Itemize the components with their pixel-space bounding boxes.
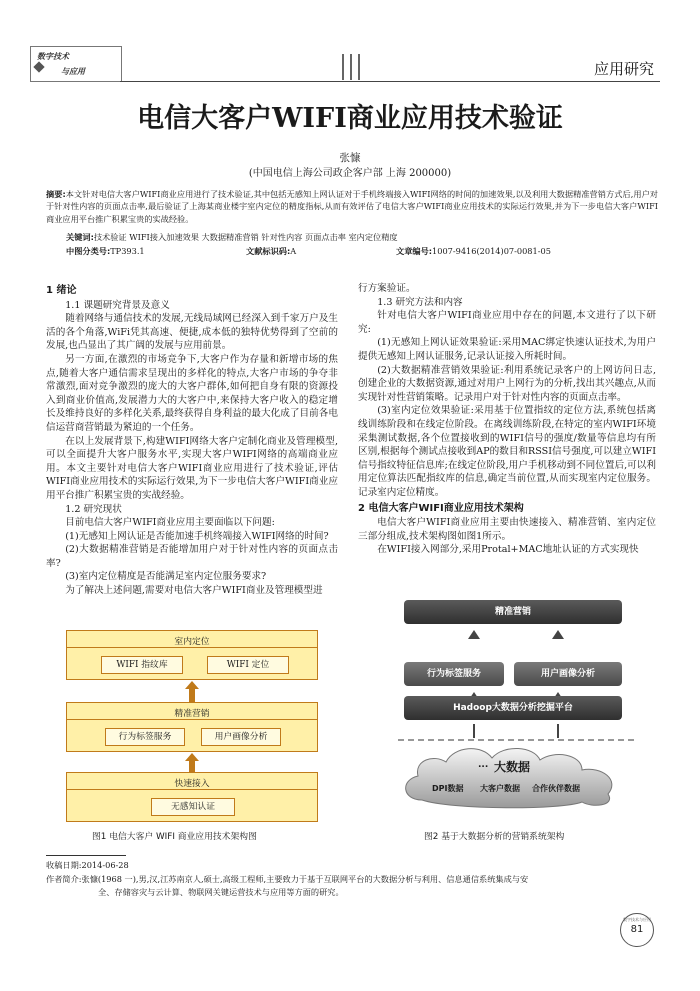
- paragraph: 目前电信大客户WIFI商业应用主要面临以下问题:: [65, 517, 275, 529]
- paragraph: (1)无感知上网认证效果验证:采用MAC绑定快速认证技术,为用户提供无感知上网认证服务,记录认证接入所耗时间。: [358, 337, 656, 362]
- fig2-source-customer: 大客户数据: [480, 784, 520, 793]
- keywords-text: 技术验证 WIFI接入加速效果 大数据精准营销 针对性内容 页面点击率 室内定位精度: [93, 232, 398, 242]
- fig1-box-title: 室内定位: [174, 637, 210, 647]
- fig1-box-divider: [67, 647, 317, 648]
- fig1-box-title: 快速接入: [174, 779, 210, 789]
- journal-logo: [30, 46, 122, 82]
- figure1-caption: 图1 电信大客户 WIFI 商业应用技术架构图: [92, 832, 257, 842]
- paragraph: (3)室内定位效果验证:采用基于位置指纹的定位方法,系统包括离线训练阶段和在线定位阶段。在离线训练阶段,在特定的室内WIFI环境采集测试数据,各个位置接收到的WIFI信号的强度/数量等信息均有所区别,根据每个测试点接收到AP的数目和RSSI信号强度,可以建立WIFI信号指纹特征信息库;在线定位阶段,用户手机移动到不同位置后,可以利用定位算法匹配指纹库的信息,确定当前位置,从而实现室内定位服务。记录室内定位精度。: [358, 405, 656, 498]
- keywords: [66, 231, 656, 243]
- fig2-source-dpi: DPI数据: [432, 784, 464, 793]
- keywords-label: 关键词:: [66, 232, 94, 242]
- journal-logo-line1: 数字技术: [37, 51, 69, 61]
- heading-1: 1 绪论: [46, 285, 77, 296]
- paper-title: 电信大客户WIFI商业应用技术验证: [137, 103, 563, 134]
- fig2-bar-precision-marketing: 精准营销: [404, 600, 622, 624]
- journal-logo-line2: 与应用: [61, 66, 85, 76]
- author: 张慷: [339, 152, 361, 164]
- fig2-up-arrow: [552, 630, 564, 639]
- paragraph: 在WIFI接入网部分,采用Protal+MAC地址认证的方式实现快: [377, 544, 639, 556]
- header-bar: [358, 54, 360, 80]
- fig2-source-partner: 合作伙伴数据: [532, 784, 580, 793]
- clc-value: TP393.1: [110, 246, 145, 256]
- article-meta: [66, 245, 656, 257]
- fig1-box-divider: [67, 789, 317, 790]
- fig1-box-indoor-positioning: [66, 630, 318, 680]
- diamond-icon: [33, 61, 44, 72]
- doc-code-value: A: [290, 246, 297, 256]
- abstract-label: 摘要:: [46, 189, 66, 199]
- paragraph: (1)无感知上网认证是否能加速手机终端接入WIFI网络的时间?: [65, 530, 329, 542]
- paragraph: (2)大数据精准营销效果验证:利用系统记录客户的上网访问日志,创建企业的大数据资源,通过对用户上网行为的分析,找出其兴趣点,从而实现针对性营销策略。记录用户对于针对性内容的页面点击率。: [358, 364, 656, 403]
- fig1-box-precision-marketing: [66, 702, 318, 752]
- paragraph: (3)室内定位精度是否能满足室内定位服务要求?: [65, 571, 267, 583]
- article-id-value: 1007-9416(2014)07-0081-05: [432, 246, 551, 256]
- fig1-cell-seamless-auth: 无感知认证: [151, 798, 235, 816]
- doc-code-label: 文献标识码:: [246, 246, 291, 256]
- paragraph: 在以上发展背景下,构建WIFI网络大客户定制化商业及管理模型,可以全面提升大客户服务水平,实现大客户WIFI网络的高端商业应用。本文主要针对电信大客户WIFI商业应用进行了技术验证,评估WIFI商业应用技术的实际运行效果,为下一步电信大客户WIFI商业应用平台推广积累宝贵的实战经验。: [46, 435, 338, 501]
- paragraph: 为了解决上述问题,需要对电信大客户WIFI商业及管理模型进: [65, 585, 323, 597]
- fig2-cloud-dots: ...: [478, 760, 489, 770]
- body-right-column: [358, 282, 656, 557]
- fig1-cell-user-profile: 用户画像分析: [201, 728, 281, 746]
- section-label: 应用研究: [593, 60, 654, 78]
- fig2-bar-hadoop-platform: Hadoop大数据分析挖掘平台: [404, 696, 622, 720]
- heading-1-3: 1.3 研究方法和内容: [377, 296, 463, 308]
- page-number: 81: [630, 924, 644, 935]
- affiliation: (中国电信上海公司政企客户部 上海 200000): [248, 168, 452, 179]
- heading-1-2: 1.2 研究现状: [65, 503, 122, 515]
- fig1-cell-wifi-positioning: WIFI 定位: [207, 656, 289, 674]
- article-id-label: 文章编号:: [396, 246, 433, 256]
- seal-text: 数字技术与应用: [623, 917, 651, 922]
- paragraph: 电信大客户WIFI商业应用主要由快速接入、精准营销、室内定位三部分组成,技术架构图如图1所示。: [358, 517, 656, 542]
- fig1-box-fast-access: [66, 772, 318, 822]
- fig1-box-divider: [67, 719, 317, 720]
- header-bar: [342, 54, 344, 80]
- received-date: 收稿日期:2014-06-28: [46, 860, 129, 870]
- paragraph: (2)大数据精准营销是否能增加用户对于针对性内容的页面点击率?: [46, 544, 338, 569]
- header-bar: [350, 54, 352, 80]
- footnote-rule: [46, 855, 126, 856]
- abstract: [46, 188, 658, 225]
- figure2-caption: 图2 基于大数据分析的营销系统架构: [424, 832, 565, 842]
- author-bio: [46, 873, 658, 899]
- paragraph: 行方案验证。: [358, 283, 416, 294]
- heading-1-1: 1.1 课题研究背景及意义: [65, 299, 170, 311]
- author-bio-line1: 作者简介:张慷(1968 一),男,汉,江苏南京人,硕士,高级工程师,主要致力于基于互联网平台的大数据分析与利用、信息通信系统集成与安: [46, 874, 529, 884]
- fig1-cell-behavior-tag: 行为标签服务: [105, 728, 185, 746]
- abstract-text: 本文针对电信大客户WIFI商业应用进行了技术验证,其中包括无感知上网认证对于手机终端接入WIFI网络的时间的加速效果,以及利用大数据精准营销方式后,用户对于针对性内容的页面点击率,最后验证了上海某商业楼宇室内定位的精度指标,从而有效评估了电信大客户WIFI商业应用技术的实际运行效果,并为下一步电信大客户WIFI商业应用平台推广积累宝贵的实战经验。: [46, 189, 658, 224]
- author-bio-line2: 全、存储容灾与云计算、物联网关键运营技术与应用等方面的研究。: [98, 887, 344, 897]
- paragraph: 随着网络与通信技术的发展,无线局域网已经深入到千家万户及生活的各个角落,WiFi凭其高速、便捷,成本低的独特优势得到了空前的发展,也凸显出了其广阔的发展与应用前景。: [46, 313, 338, 352]
- heading-2: 2 电信大客户WIFI商业应用技术架构: [358, 502, 524, 514]
- fig1-box-title: 精准营销: [174, 709, 210, 719]
- clc-label: 中图分类号:: [66, 246, 111, 256]
- fig1-cell-wifi-fingerprint: WIFI 指纹库: [101, 656, 183, 674]
- header-rule: [120, 81, 660, 82]
- paragraph: 针对电信大客户WIFI商业应用中存在的问题,本文进行了以下研究:: [358, 310, 656, 335]
- fig2-up-arrow: [468, 630, 480, 639]
- body-left-column: [46, 282, 338, 598]
- fig2-bar-user-profile: 用户画像分析: [514, 662, 622, 686]
- fig2-bar-behavior-tag: 行为标签服务: [404, 662, 504, 686]
- fig1-up-arrow: [189, 688, 195, 702]
- paragraph: 另一方面,在激烈的市场竞争下,大客户作为存量和新增市场的焦点,随着大客户通信需求呈现出的多样化的特点,大客户市场的争夺非常激烈,面对竞争激烈的庞大的大客户群体,如何把自身有限的资源投入到商业价值高,发展潜力大的大客户中,来保持大客户收入的稳定增长及维持良好的多样化关系,最终获得自身利益的最大化成了目前各电信运营商营销最为紧迫的一个任务。: [46, 353, 338, 433]
- fig2-cloud-title: 大数据: [494, 760, 531, 774]
